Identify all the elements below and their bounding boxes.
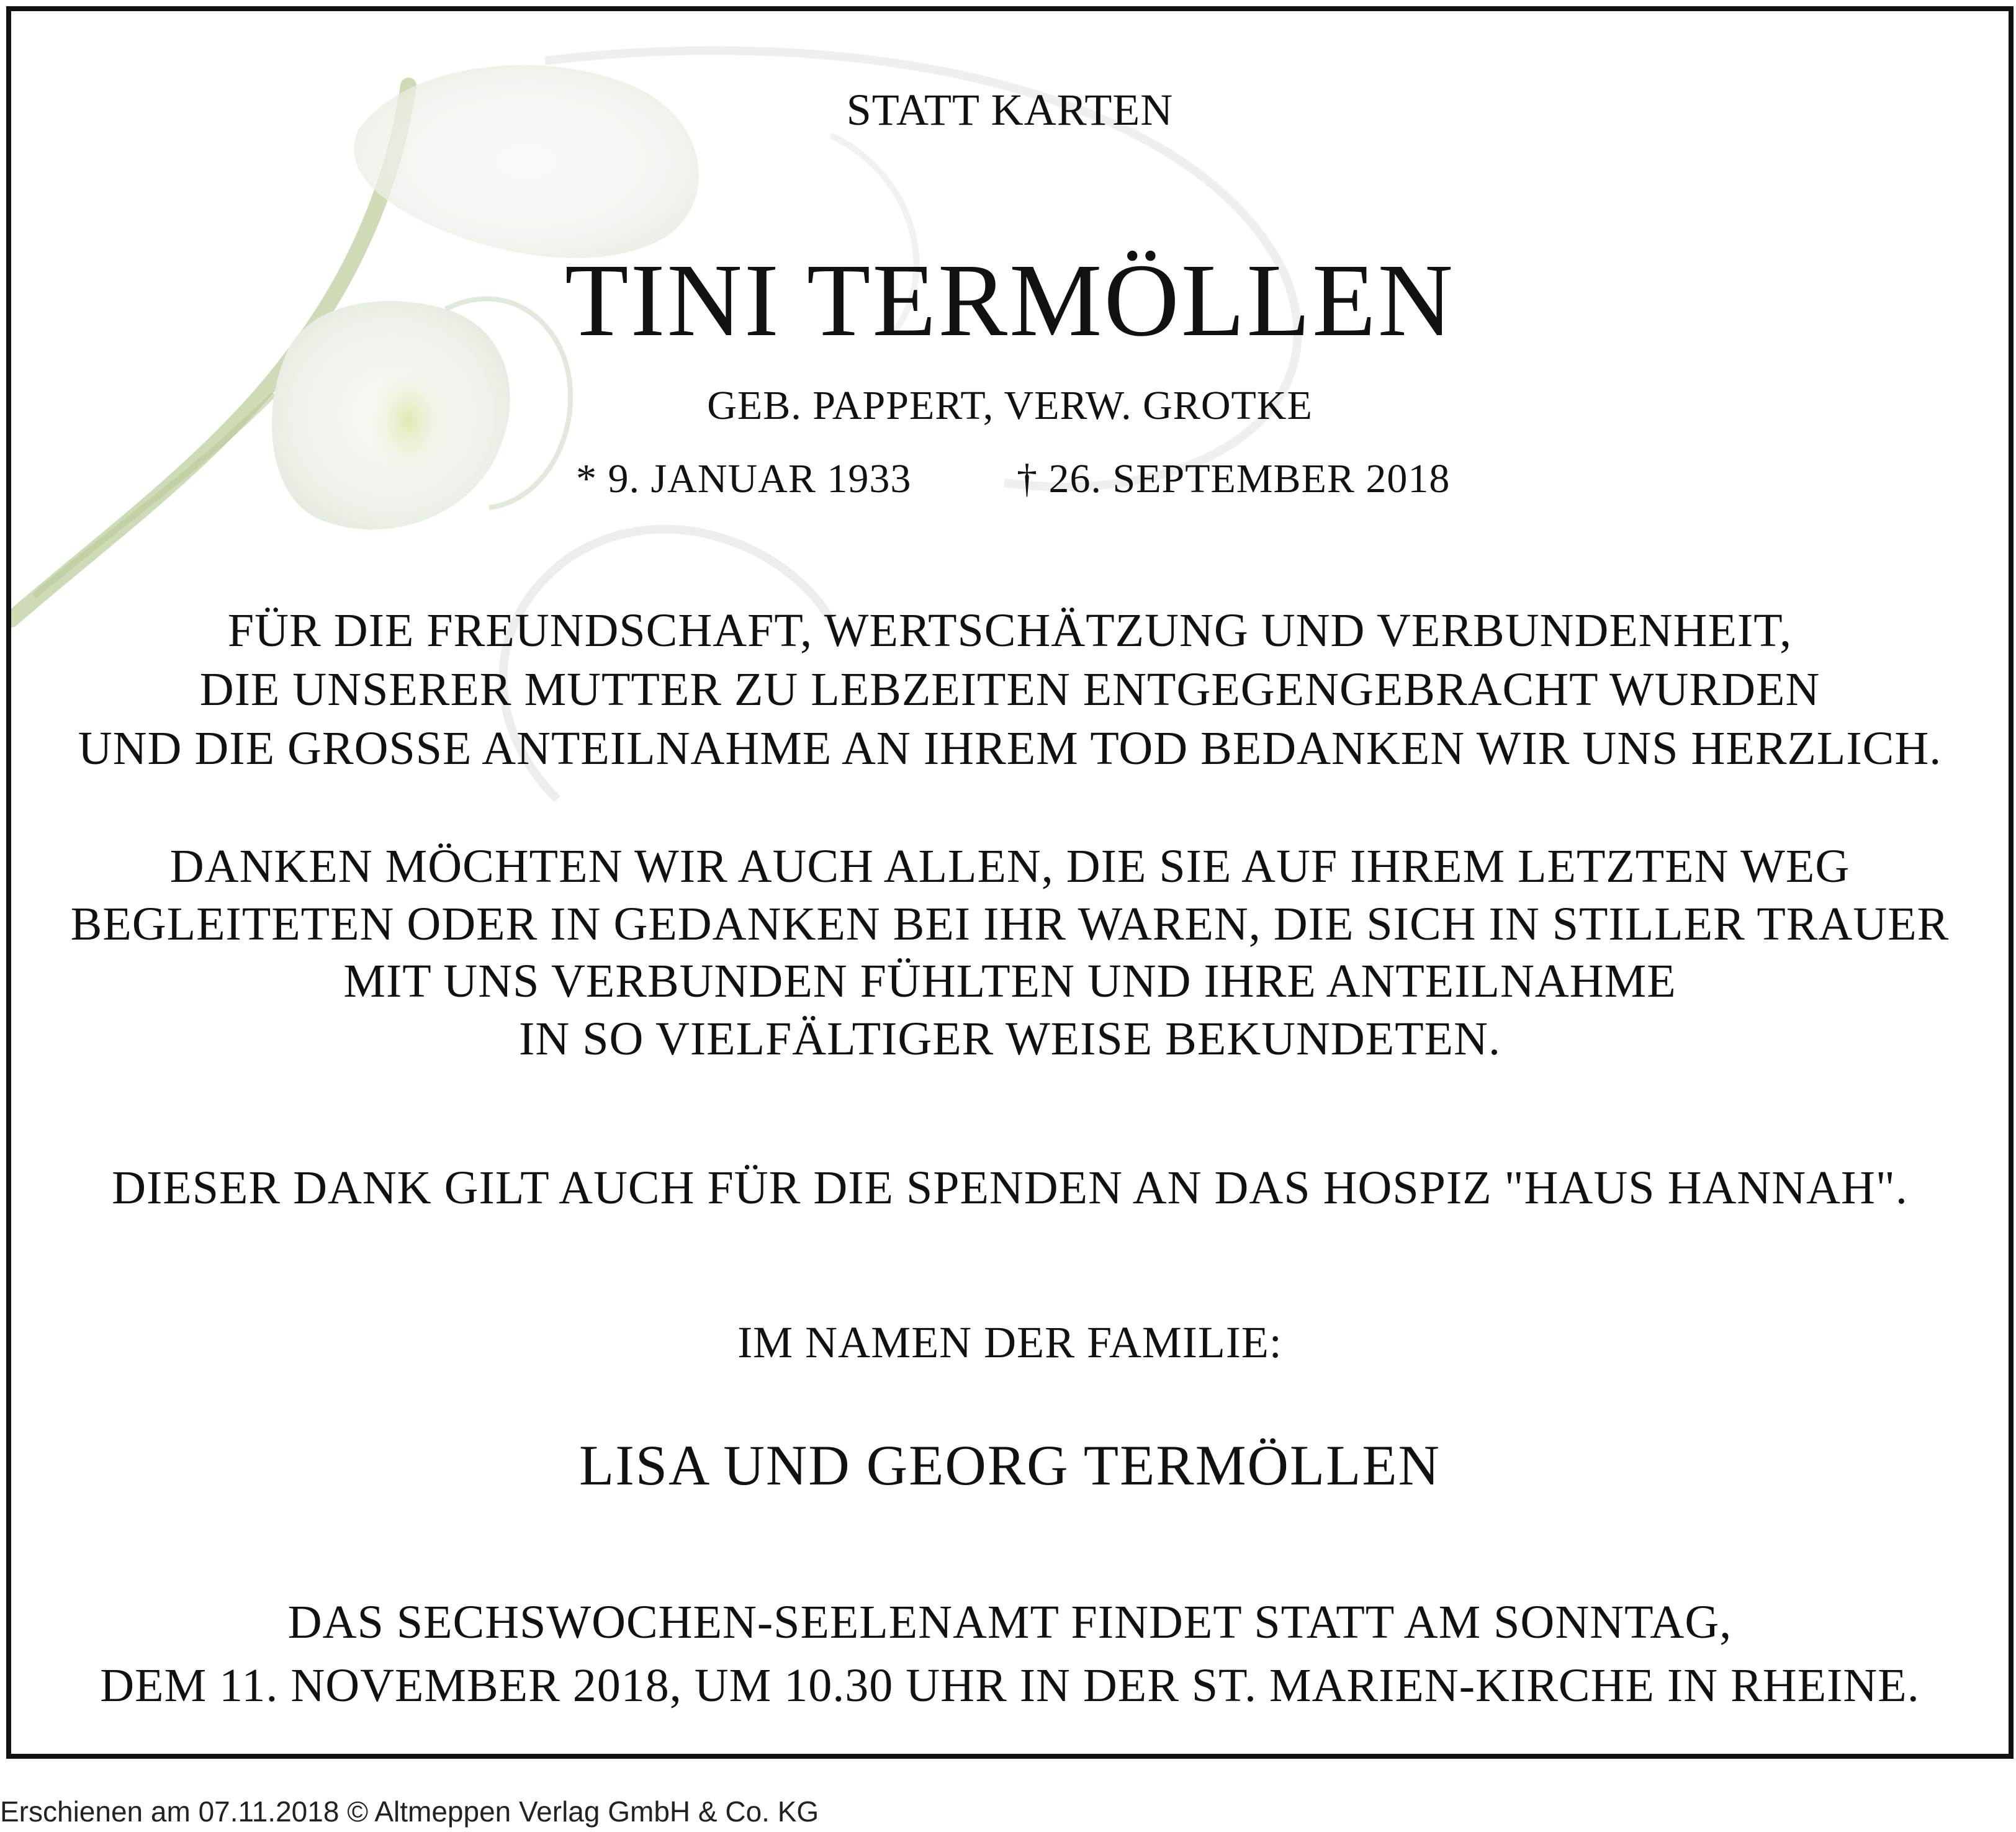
maiden-names: GEB. PAPPERT, VERW. GROTKE: [707, 383, 1313, 428]
service-announcement-line: DAS SECHSWOCHEN-SEELENAMT FINDET STATT AM SONNTAG,: [287, 1596, 1732, 1648]
service-announcement-line: DEM 11. NOVEMBER 2018, UM 10.30 UHR IN DER ST. MARIEN-KIRCHE IN RHEINE.: [100, 1659, 1920, 1712]
birth-date: * 9. JANUAR 1933: [576, 456, 912, 501]
death-date: † 26. SEPTEMBER 2018: [1017, 456, 1451, 501]
signers: LISA UND GEORG TERMÖLLEN: [579, 1434, 1441, 1497]
second-paragraph-line: MIT UNS VERBUNDEN FÜHLTEN UND IHRE ANTEILNAHME: [343, 955, 1676, 1007]
header-statt-karten: STATT KARTEN: [846, 85, 1174, 135]
thanks-paragraph-line: FÜR DIE FREUNDSCHAFT, WERTSCHÄTZUNG UND VERBUNDENHEIT,: [227, 604, 1793, 657]
second-paragraph-line: IN SO VIELFÄLTIGER WEISE BEKUNDETEN.: [519, 1013, 1501, 1065]
family-label: IM NAMEN DER FAMILIE:: [737, 1318, 1282, 1367]
thanks-paragraph-line: DIE UNSERER MUTTER ZU LEBZEITEN ENTGEGENGEBRACHT WURDEN: [199, 663, 1820, 716]
donation-thanks: DIESER DANK GILT AUCH FÜR DIE SPENDEN AN DAS HOSPIZ "HAUS HANNAH".: [112, 1162, 1908, 1214]
second-paragraph-line: DANKEN MÖCHTEN WIR AUCH ALLEN, DIE SIE AUF IHREM LETZTEN WEG: [169, 840, 1850, 892]
deceased-name: TINI TERMÖLLEN: [565, 243, 1455, 358]
thanks-paragraph-line: UND DIE GROSSE ANTEILNAHME AN IHREM TOD BEDANKEN WIR UNS HERZLICH.: [78, 722, 1942, 775]
second-paragraph-line: BEGLEITETEN ODER IN GEDANKEN BEI IHR WAREN, DIE SICH IN STILLER TRAUER: [70, 898, 1950, 950]
publication-footer: Erschienen am 07.11.2018 © Altmeppen Verlag GmbH & Co. KG: [0, 1795, 819, 1828]
death-notice: [6, 6, 2014, 1759]
